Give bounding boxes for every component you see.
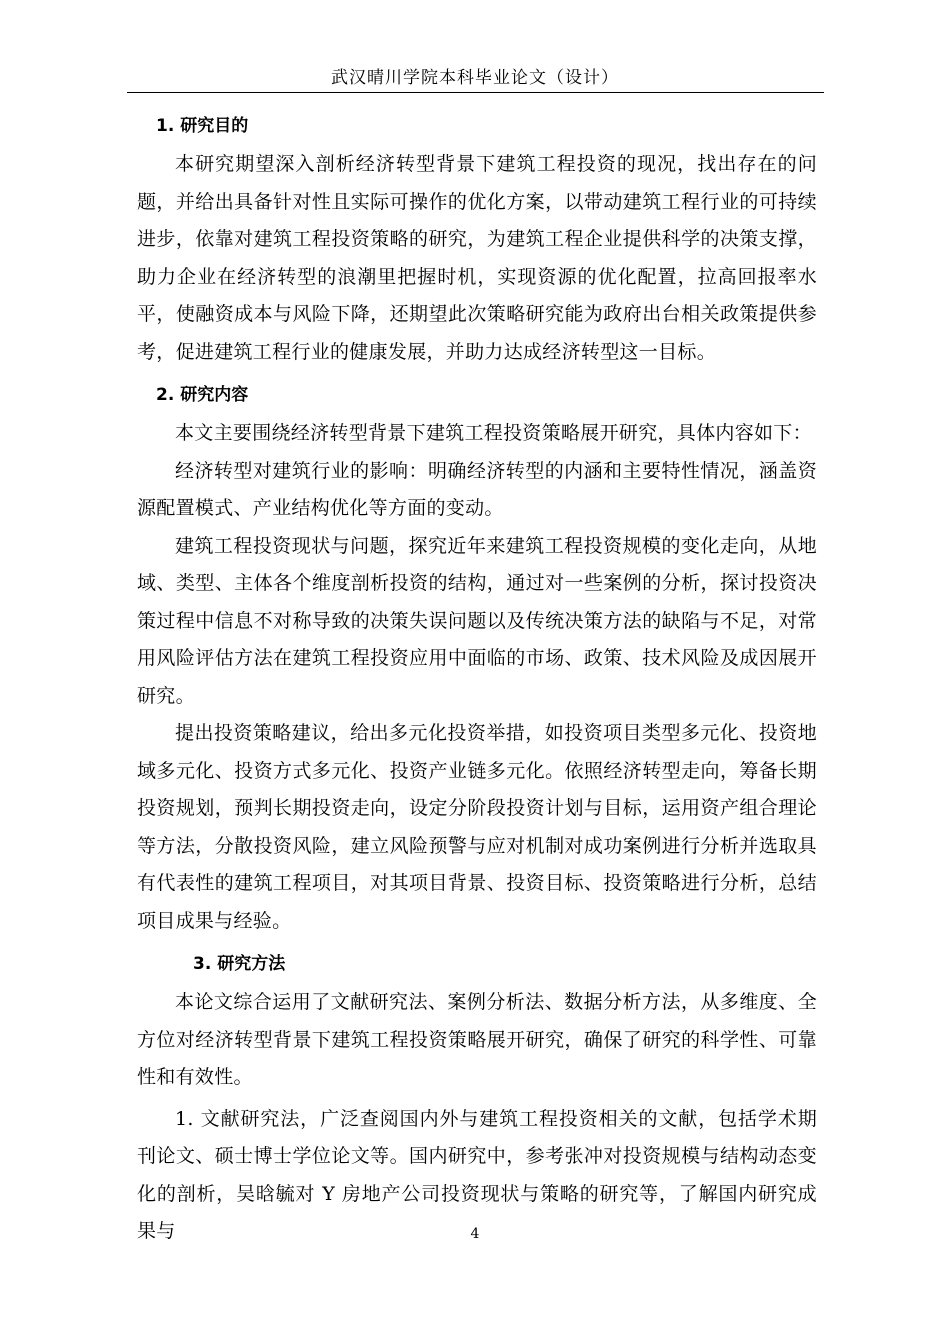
paragraph-economic-transformation-impact: 经济转型对建筑行业的影响：明确经济转型的内涵和主要特性情况，涵盖资源配置模式、产业结构优化等方面的变动。 (137, 459, 817, 519)
paragraph-research-purpose: 本研究期望深入剖析经济转型背景下建筑工程投资的现况，找出存在的问题，并给出具备针对性且实际可操作的优化方案，以带动建筑工程行业的可持续进步，依靠对建筑工程投资策略的研究，为建筑工程企业提供科学的决策支撑，助力企业在经济转型的浪潮里把握时机，实现资源的优化配置，拉高回报率水平，使融资成本与风险下降，还期望此次策略研究能为政府出台相关政策提供参考，促进建筑工程行业的健康发展，并助力达成经济转型这一目标。 (137, 153, 817, 363)
paragraph-literature-research: 1. 文献研究法，广泛查阅国内外与建筑工程投资相关的文献，包括学术期刊论文、硕士博士学位论文等。国内研究中，参考张冲对投资规模与结构动态变化的剖析，吴晗毓对 Y 房地产公司投资现状与策略的研究等，了解国内研究成果与 (137, 1107, 817, 1242)
paragraph-strategy-suggestions: 提出投资策略建议，给出多元化投资举措，如投资项目类型多元化、投资地域多元化、投资方式多元化、投资产业链多元化。依照经济转型走向，筹备长期投资规划，预判长期投资走向，设定分阶段投资计划与目标，运用资产组合理论等方法，分散投资风险，建立风险预警与应对机制对成功案例进行分析并选取具有代表性的建筑工程项目，对其项目背景、投资目标、投资策略进行分析，总结项目成果与经验。 (137, 722, 817, 932)
header-divider (127, 92, 824, 93)
page-number: 4 (470, 1226, 480, 1242)
paragraph-methods-overview: 本论文综合运用了文献研究法、案例分析法、数据分析方法，从多维度、全方位对经济转型背景下建筑工程投资策略展开研究，确保了研究的科学性、可靠性和有效性。 (137, 991, 817, 1088)
running-header: 武汉晴川学院本科毕业论文（设计） (331, 68, 619, 88)
paragraph-investment-status-issues: 建筑工程投资现状与问题，探究近年来建筑工程投资规模的变化走向，从地域、类型、主体各个维度剖析投资的结构，通过对一些案例的分析，探讨投资决策过程中信息不对称导致的决策失误问题以及传统决策方法的缺陷与不足，对常用风险评估方法在建筑工程投资应用中面临的市场、政策、技术风险及成因展开研究。 (137, 534, 817, 707)
section-heading-research-content: 2. 研究内容 (156, 385, 249, 405)
paragraph-content-intro: 本文主要围绕经济转型背景下建筑工程投资策略展开研究，具体内容如下： (175, 422, 812, 444)
section-heading-research-methods: 3. 研究方法 (193, 954, 286, 974)
section-heading-research-purpose: 1. 研究目的 (156, 116, 249, 136)
page-body (137, 106, 817, 1251)
